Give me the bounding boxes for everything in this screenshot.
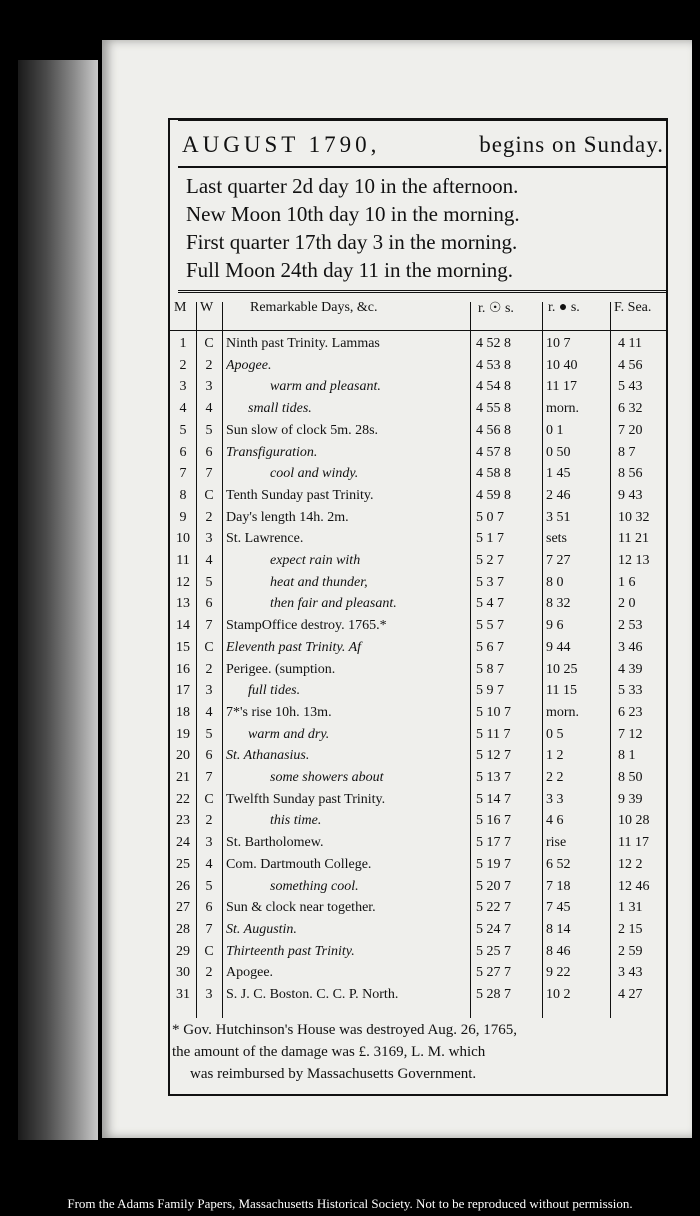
day-of-week: 2 bbox=[205, 813, 213, 829]
moon-rise-set: 9 22 bbox=[546, 965, 571, 981]
day-of-week: 6 bbox=[205, 748, 213, 764]
full-sea: 6 23 bbox=[618, 704, 643, 720]
table-row bbox=[170, 705, 666, 727]
remarkable-day: Apogee. bbox=[226, 965, 274, 981]
sun-rise-set: 5 25 7 bbox=[476, 943, 511, 959]
full-sea: 1 6 bbox=[618, 574, 636, 590]
sun-rise-set: 5 10 7 bbox=[476, 704, 511, 720]
table-row bbox=[170, 553, 666, 575]
remarkable-day: St. Bartholomew. bbox=[226, 835, 324, 851]
moon-rise-set: 0 50 bbox=[546, 444, 571, 460]
remarkable-day: S. J. C. Boston. C. C. P. North. bbox=[226, 987, 399, 1002]
remarkable-day: some showers about bbox=[270, 770, 384, 785]
day-of-week: C bbox=[204, 639, 214, 655]
col-head-w: W bbox=[200, 300, 214, 315]
day-of-month: 10 bbox=[176, 531, 190, 547]
table-row bbox=[170, 640, 666, 662]
moon-rise-set: 7 18 bbox=[546, 878, 571, 894]
col-head-sun: r. ☉ s. bbox=[478, 301, 514, 316]
sun-rise-set: 4 56 8 bbox=[476, 422, 511, 438]
day-of-week: 5 bbox=[205, 878, 213, 894]
day-of-week: 7 bbox=[205, 770, 213, 785]
day-of-month: 18 bbox=[176, 704, 190, 720]
table-row bbox=[170, 531, 666, 553]
table-row bbox=[170, 835, 666, 857]
day-of-week: 4 bbox=[205, 856, 213, 872]
table-row bbox=[170, 683, 666, 705]
day-of-week: 3 bbox=[205, 531, 213, 547]
day-of-month: 19 bbox=[176, 726, 190, 742]
moon-rise-set: sets bbox=[546, 531, 567, 547]
day-of-month: 15 bbox=[176, 639, 190, 655]
full-sea: 3 43 bbox=[618, 965, 643, 981]
moon-rise-set: 4 6 bbox=[546, 813, 564, 829]
col-head-remarkable: Remarkable Days, &c. bbox=[250, 300, 378, 315]
col-head-m: M bbox=[174, 300, 187, 315]
day-of-month: 4 bbox=[179, 401, 187, 417]
sun-rise-set: 5 14 7 bbox=[476, 791, 511, 807]
sun-rise-set: 4 54 8 bbox=[476, 379, 511, 395]
full-sea: 4 39 bbox=[618, 661, 643, 677]
table-row bbox=[170, 575, 666, 597]
remarkable-day: Tenth Sunday past Trinity. bbox=[226, 487, 374, 503]
day-of-week: 3 bbox=[205, 835, 213, 851]
remarkable-day: small tides. bbox=[248, 401, 312, 417]
moon-rise-set: 11 17 bbox=[546, 379, 577, 395]
moon-rise-set: 10 2 bbox=[546, 987, 571, 1002]
sun-rise-set: 5 9 7 bbox=[476, 683, 504, 699]
footnote-line-3: was reimbursed by Massachusetts Government. bbox=[190, 1066, 477, 1082]
day-of-week: 2 bbox=[205, 509, 213, 525]
moon-rise-set: 6 52 bbox=[546, 856, 571, 872]
day-of-week: 4 bbox=[205, 704, 213, 720]
full-sea: 9 43 bbox=[618, 487, 643, 503]
remarkable-day: then fair and pleasant. bbox=[270, 596, 397, 612]
day-of-month: 6 bbox=[179, 444, 187, 460]
full-sea: 1 31 bbox=[618, 900, 643, 916]
full-sea: 4 56 bbox=[618, 357, 643, 373]
full-sea: 12 2 bbox=[618, 856, 643, 872]
sun-rise-set: 5 2 7 bbox=[476, 553, 504, 568]
remarkable-day: Sun slow of clock 5m. 28s. bbox=[226, 422, 379, 438]
sun-rise-set: 4 55 8 bbox=[476, 401, 511, 417]
moon-rise-set: 2 2 bbox=[546, 770, 564, 785]
table-row bbox=[170, 358, 666, 380]
remarkable-day: heat and thunder, bbox=[270, 574, 368, 590]
moon-rise-set: 0 5 bbox=[546, 726, 564, 742]
day-of-week: 2 bbox=[205, 357, 213, 373]
table-row bbox=[170, 987, 666, 1009]
moon-rise-set: 11 15 bbox=[546, 683, 577, 699]
top-rule bbox=[178, 118, 666, 121]
table-row bbox=[170, 401, 666, 423]
moon-rise-set: 3 3 bbox=[546, 791, 564, 807]
remarkable-day: expect rain with bbox=[270, 553, 361, 568]
remarkable-day: cool and windy. bbox=[270, 466, 359, 482]
day-of-month: 1 bbox=[179, 336, 187, 351]
moon-rise-set: 8 14 bbox=[546, 921, 571, 937]
day-of-month: 8 bbox=[179, 487, 187, 503]
day-of-month: 16 bbox=[176, 661, 190, 677]
remarkable-day: warm and pleasant. bbox=[270, 379, 381, 395]
moon-rise-set: 10 25 bbox=[546, 661, 578, 677]
full-sea: 11 17 bbox=[618, 835, 649, 851]
full-sea: 2 0 bbox=[618, 596, 636, 612]
full-sea: 5 43 bbox=[618, 379, 643, 395]
remarkable-day: this time. bbox=[270, 813, 322, 829]
table-row bbox=[170, 423, 666, 445]
table-row bbox=[170, 596, 666, 618]
day-of-week: 3 bbox=[205, 987, 213, 1002]
day-of-month: 28 bbox=[176, 921, 190, 937]
sun-rise-set: 5 5 7 bbox=[476, 618, 504, 634]
day-of-month: 26 bbox=[176, 878, 190, 894]
table-row bbox=[170, 379, 666, 401]
day-of-week: 7 bbox=[205, 921, 213, 937]
moon-rise-set: 7 45 bbox=[546, 900, 571, 916]
full-sea: 4 11 bbox=[618, 336, 642, 351]
table-row bbox=[170, 445, 666, 467]
full-sea: 12 13 bbox=[618, 553, 650, 568]
full-sea: 6 32 bbox=[618, 401, 643, 417]
table-row bbox=[170, 965, 666, 987]
day-of-month: 27 bbox=[176, 900, 190, 916]
full-sea: 10 28 bbox=[618, 813, 650, 829]
sun-rise-set: 5 12 7 bbox=[476, 748, 511, 764]
moon-phase-last-quarter: Last quarter 2d day 10 in the afternoon. bbox=[186, 174, 519, 198]
day-of-month: 29 bbox=[176, 943, 190, 959]
moon-rise-set: 9 44 bbox=[546, 639, 571, 655]
remarkable-day: 7*'s rise 10h. 13m. bbox=[226, 704, 332, 720]
moon-rise-set: morn. bbox=[546, 401, 580, 417]
moon-phase-first-quarter: First quarter 17th day 3 in the morning. bbox=[186, 230, 518, 254]
moon-rise-set: morn. bbox=[546, 704, 580, 720]
day-of-week: 7 bbox=[205, 618, 213, 634]
sun-rise-set: 5 13 7 bbox=[476, 770, 511, 785]
full-sea: 2 15 bbox=[618, 921, 643, 937]
moon-rise-set: 10 40 bbox=[546, 357, 578, 373]
sun-rise-set: 4 58 8 bbox=[476, 466, 511, 482]
sun-rise-set: 5 6 7 bbox=[476, 639, 504, 655]
moon-phase-new-moon: New Moon 10th day 10 in the morning. bbox=[186, 202, 520, 226]
full-sea: 8 50 bbox=[618, 770, 643, 785]
day-of-month: 24 bbox=[176, 835, 190, 851]
moon-phase-full-moon: Full Moon 24th day 11 in the morning. bbox=[186, 258, 514, 282]
month-begins: begins on Sunday. bbox=[479, 132, 664, 157]
full-sea: 3 46 bbox=[618, 639, 643, 655]
sun-rise-set: 5 28 7 bbox=[476, 987, 511, 1002]
day-of-month: 25 bbox=[176, 856, 190, 872]
table-row bbox=[170, 336, 666, 358]
day-of-month: 13 bbox=[176, 596, 190, 612]
sun-rise-set: 5 20 7 bbox=[476, 878, 511, 894]
day-of-week: 4 bbox=[205, 401, 213, 417]
remarkable-day: Eleventh past Trinity. Af bbox=[226, 639, 362, 655]
moon-rise-set: 3 51 bbox=[546, 509, 571, 525]
remarkable-day: Com. Dartmouth College. bbox=[226, 856, 372, 872]
remarkable-day: Sun & clock near together. bbox=[226, 900, 376, 916]
remarkable-day: Apogee. bbox=[226, 357, 272, 373]
remarkable-day: Thirteenth past Trinity. bbox=[226, 943, 355, 959]
day-of-week: C bbox=[204, 943, 214, 959]
day-of-month: 14 bbox=[176, 618, 190, 634]
sun-rise-set: 4 53 8 bbox=[476, 357, 511, 373]
day-of-month: 21 bbox=[176, 770, 190, 785]
moon-rise-set: 1 2 bbox=[546, 748, 564, 764]
table-row bbox=[170, 748, 666, 770]
table-row bbox=[170, 900, 666, 922]
day-of-week: C bbox=[204, 791, 214, 807]
day-of-week: 4 bbox=[205, 553, 213, 568]
day-of-month: 12 bbox=[176, 574, 190, 590]
col-head-moon: r. ● s. bbox=[548, 300, 580, 315]
remarkable-day: St. Lawrence. bbox=[226, 531, 304, 547]
day-of-month: 31 bbox=[176, 987, 190, 1002]
remarkable-day: Transfiguration. bbox=[226, 444, 318, 460]
column-head-rule bbox=[170, 330, 666, 331]
moon-rise-set: 8 32 bbox=[546, 596, 571, 612]
remarkable-day: Ninth past Trinity. Lammas bbox=[226, 336, 380, 351]
table-row bbox=[170, 488, 666, 510]
footnote-line-1: * Gov. Hutchinson's House was destroyed Aug. 26, 1765, bbox=[172, 1022, 518, 1038]
moon-rise-set: 8 46 bbox=[546, 943, 571, 959]
day-of-month: 20 bbox=[176, 748, 190, 764]
day-of-month: 17 bbox=[176, 683, 190, 699]
day-of-month: 9 bbox=[179, 509, 187, 525]
full-sea: 2 53 bbox=[618, 618, 643, 634]
moon-rise-set: 8 0 bbox=[546, 574, 564, 590]
remarkable-day: Twelfth Sunday past Trinity. bbox=[226, 791, 386, 807]
full-sea: 9 39 bbox=[618, 791, 643, 807]
table-row bbox=[170, 510, 666, 532]
table-row bbox=[170, 879, 666, 901]
moon-rise-set: 10 7 bbox=[546, 336, 571, 351]
archive-caption: From the Adams Family Papers, Massachusetts Historical Society. Not to be reproduced without permission. bbox=[67, 1196, 633, 1211]
sun-rise-set: 5 8 7 bbox=[476, 661, 504, 677]
sun-rise-set: 5 4 7 bbox=[476, 596, 504, 612]
sun-rise-set: 5 11 7 bbox=[476, 726, 511, 742]
sun-rise-set: 5 0 7 bbox=[476, 509, 504, 525]
moon-rise-set: rise bbox=[546, 835, 567, 851]
moon-rise-set: 2 46 bbox=[546, 487, 571, 503]
remarkable-day: St. Athanasius. bbox=[226, 748, 310, 764]
day-of-week: 5 bbox=[205, 574, 213, 590]
full-sea: 10 32 bbox=[618, 509, 650, 525]
full-sea: 8 1 bbox=[618, 748, 636, 764]
day-of-week: C bbox=[204, 487, 214, 503]
table-row bbox=[170, 792, 666, 814]
day-of-month: 5 bbox=[179, 422, 187, 438]
moon-rise-set: 9 6 bbox=[546, 618, 564, 634]
day-of-week: 3 bbox=[205, 379, 213, 395]
sun-rise-set: 5 1 7 bbox=[476, 531, 504, 547]
month-year: AUGUST 1790, bbox=[182, 132, 381, 157]
table-row bbox=[170, 857, 666, 879]
sun-rise-set: 5 22 7 bbox=[476, 900, 511, 916]
full-sea: 12 46 bbox=[618, 878, 650, 894]
remarkable-day: St. Augustin. bbox=[226, 921, 297, 937]
table-row bbox=[170, 662, 666, 684]
day-of-month: 3 bbox=[179, 379, 187, 395]
full-sea: 5 33 bbox=[618, 683, 643, 699]
full-sea: 8 56 bbox=[618, 466, 643, 482]
day-of-month: 23 bbox=[176, 813, 190, 829]
month-heading bbox=[182, 126, 664, 164]
sun-rise-set: 4 52 8 bbox=[476, 336, 511, 351]
book-spine bbox=[18, 60, 98, 1140]
sun-rise-set: 5 3 7 bbox=[476, 574, 504, 590]
sun-rise-set: 5 24 7 bbox=[476, 921, 511, 937]
day-of-week: 5 bbox=[205, 422, 213, 438]
table-row bbox=[170, 727, 666, 749]
moon-rise-set: 7 27 bbox=[546, 553, 571, 568]
remarkable-day: warm and dry. bbox=[248, 726, 330, 742]
day-of-week: 7 bbox=[205, 466, 213, 482]
full-sea: 7 12 bbox=[618, 726, 643, 742]
day-of-month: 30 bbox=[176, 965, 190, 981]
table-row bbox=[170, 618, 666, 640]
moon-rule bbox=[178, 290, 666, 293]
day-of-month: 22 bbox=[176, 791, 190, 807]
day-of-week: 6 bbox=[205, 596, 213, 612]
remarkable-day: Day's length 14h. 2m. bbox=[226, 509, 349, 525]
day-of-week: 6 bbox=[205, 444, 213, 460]
day-of-month: 7 bbox=[179, 466, 187, 482]
table-row bbox=[170, 770, 666, 792]
table-row bbox=[170, 813, 666, 835]
remarkable-day: Perigee. (sumption. bbox=[226, 661, 336, 677]
day-of-week: 3 bbox=[205, 683, 213, 699]
day-of-week: C bbox=[204, 336, 214, 351]
day-of-month: 2 bbox=[179, 357, 187, 373]
col-head-sea: F. Sea. bbox=[614, 300, 652, 315]
heading-rule bbox=[178, 166, 666, 168]
day-of-week: 6 bbox=[205, 900, 213, 916]
footnote-line-2: the amount of the damage was £. 3169, L. M. which bbox=[172, 1044, 486, 1060]
day-of-week: 2 bbox=[205, 965, 213, 981]
sun-rise-set: 4 57 8 bbox=[476, 444, 511, 460]
table-row bbox=[170, 944, 666, 966]
day-of-week: 2 bbox=[205, 661, 213, 677]
sun-rise-set: 5 19 7 bbox=[476, 856, 511, 872]
day-of-month: 11 bbox=[176, 553, 190, 568]
table-row bbox=[170, 466, 666, 488]
sun-rise-set: 5 27 7 bbox=[476, 965, 511, 981]
remarkable-day: StampOffice destroy. 1765.* bbox=[226, 618, 387, 634]
table-row bbox=[170, 922, 666, 944]
sun-rise-set: 5 17 7 bbox=[476, 835, 511, 851]
moon-rise-set: 0 1 bbox=[546, 422, 564, 438]
remarkable-day: full tides. bbox=[248, 683, 301, 699]
remarkable-day: something cool. bbox=[270, 878, 359, 894]
full-sea: 7 20 bbox=[618, 422, 643, 438]
moon-rise-set: 1 45 bbox=[546, 466, 571, 482]
full-sea: 11 21 bbox=[618, 531, 649, 547]
full-sea: 8 7 bbox=[618, 444, 636, 460]
sun-rise-set: 4 59 8 bbox=[476, 487, 511, 503]
sun-rise-set: 5 16 7 bbox=[476, 813, 511, 829]
full-sea: 4 27 bbox=[618, 987, 643, 1002]
full-sea: 2 59 bbox=[618, 943, 643, 959]
day-of-week: 5 bbox=[205, 726, 213, 742]
